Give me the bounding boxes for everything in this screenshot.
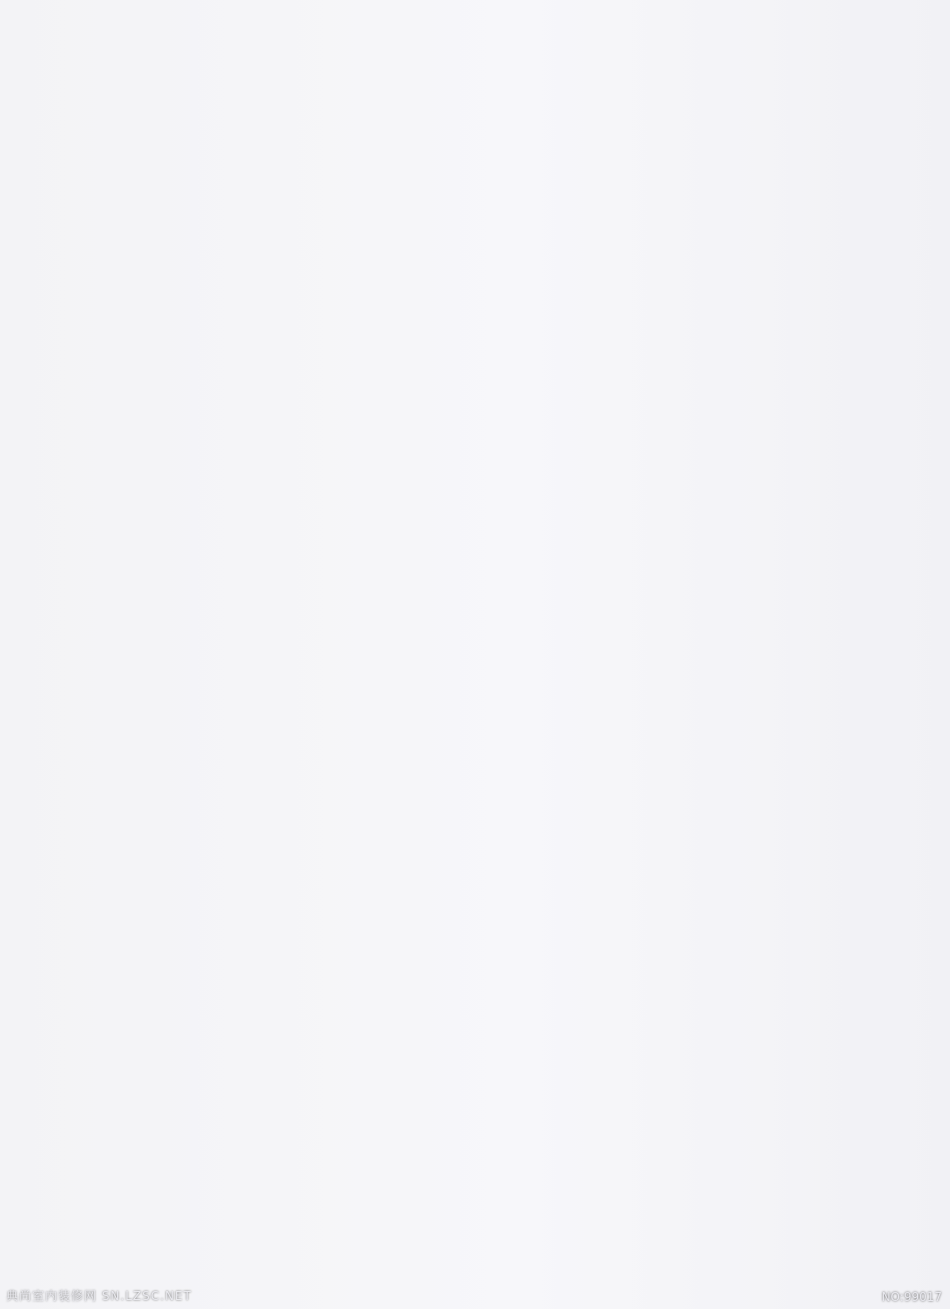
watermark-id-text: NO:99017 <box>881 1290 942 1304</box>
watermark-site-text: 典尚室内装修网 SN.LZSC.NET <box>6 1289 192 1303</box>
watermark <box>0 1283 950 1309</box>
